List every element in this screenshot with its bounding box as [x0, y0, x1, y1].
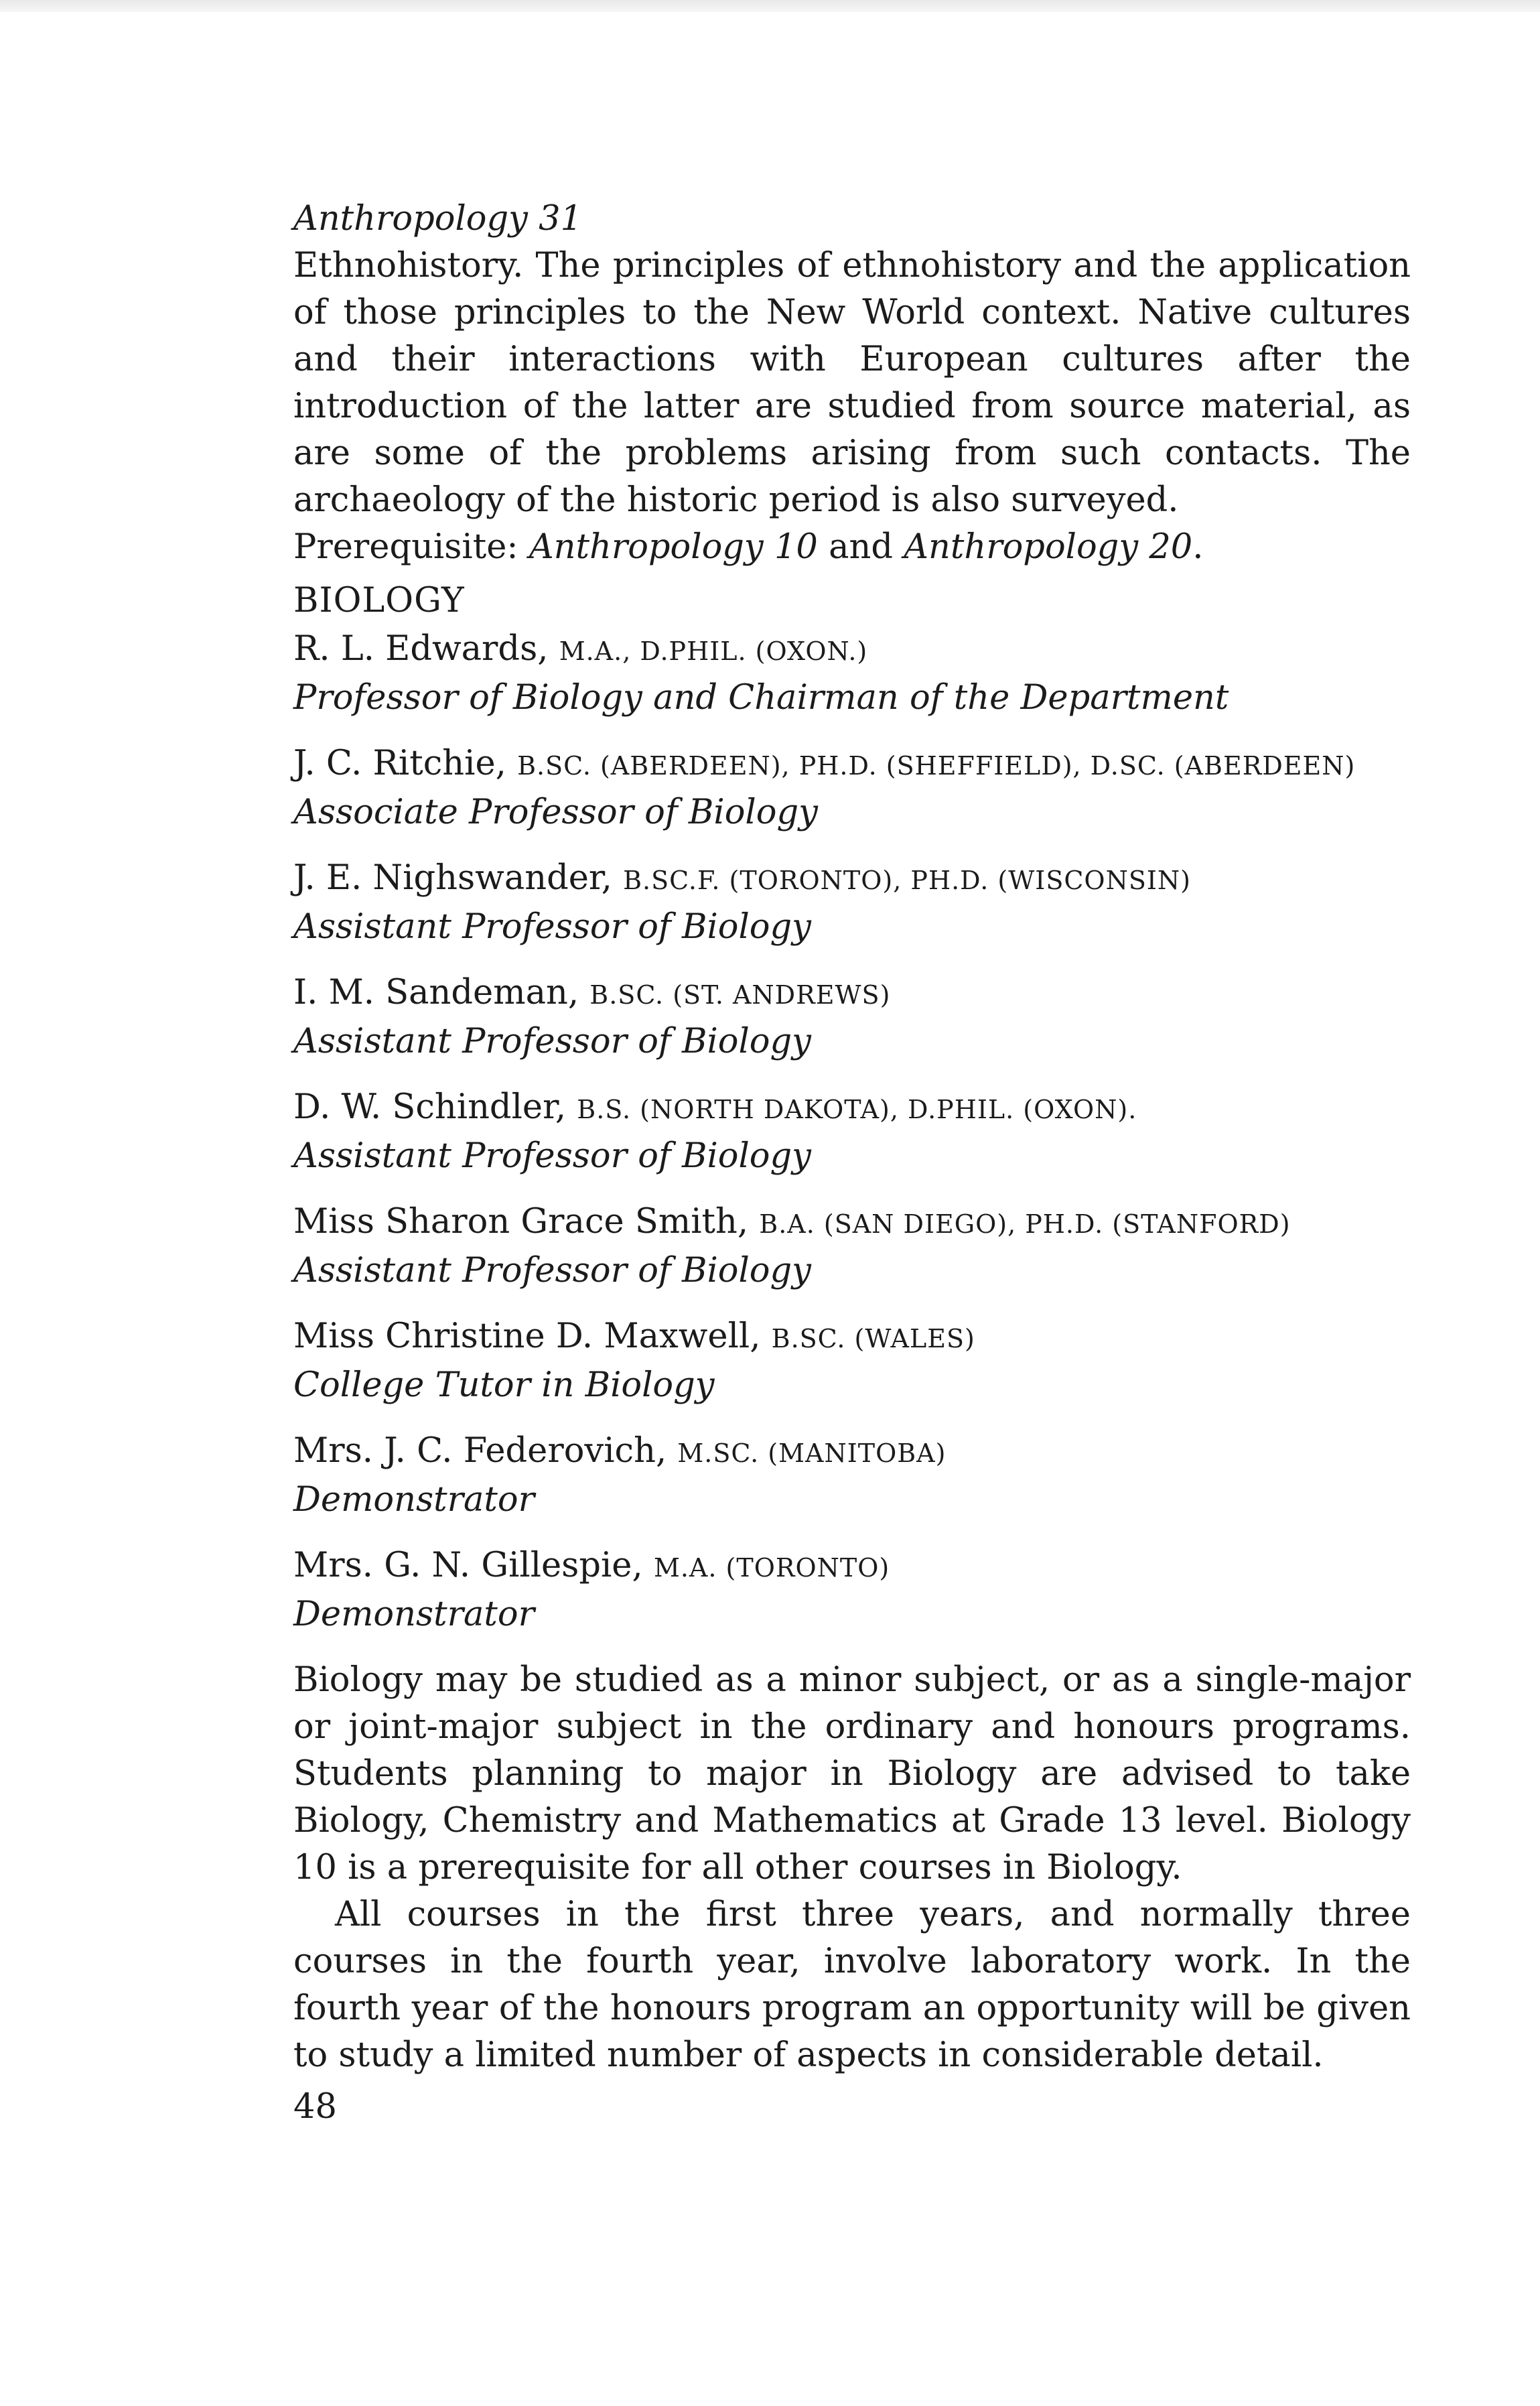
- staff-name: Mrs. J. C. Federovich,: [293, 1431, 667, 1471]
- staff-name-line: [293, 973, 890, 1012]
- staff-entry: [293, 1428, 1411, 1524]
- staff-title: Assistant Professor of Biology: [293, 1022, 811, 1061]
- staff-name-line: [293, 1317, 975, 1356]
- prereq-and: and: [829, 527, 893, 567]
- staff-name-line: [293, 744, 1355, 783]
- page-number: 48: [293, 2087, 337, 2127]
- staff-degrees: B.SC. (WALES): [771, 1324, 975, 1353]
- staff-entry: [293, 855, 1411, 951]
- staff-title: Assistant Professor of Biology: [293, 1136, 811, 1176]
- staff-entry: [293, 1542, 1411, 1638]
- prereq-course-2: Anthropology 20: [904, 527, 1193, 567]
- staff-entry: [293, 1313, 1411, 1409]
- staff-name: I. M. Sandeman,: [293, 973, 579, 1012]
- staff-name-line: [293, 629, 867, 669]
- staff-title: Associate Professor of Biology: [293, 793, 818, 832]
- staff-name-line: [293, 858, 1191, 898]
- staff-degrees: B.S. (NORTH DAKOTA), D.PHIL. (OXON).: [577, 1095, 1137, 1124]
- staff-title: Assistant Professor of Biology: [293, 907, 811, 947]
- staff-degrees: B.SC. (ABERDEEN), PH.D. (SHEFFIELD), D.SC. (ABERDEEN): [517, 751, 1356, 781]
- course-prerequisite: [293, 524, 1411, 571]
- prereq-course-1: Anthropology 10: [529, 527, 818, 567]
- staff-list: [293, 626, 1411, 1638]
- staff-name: R. L. Edwards,: [293, 629, 549, 669]
- staff-entry: [293, 740, 1411, 836]
- staff-degrees: M.A., D.PHIL. (OXON.): [559, 637, 868, 666]
- staff-name-line: [293, 1431, 946, 1471]
- staff-degrees: B.SC.F. (TORONTO), PH.D. (WISCONSIN): [623, 866, 1191, 895]
- staff-entry: [293, 1199, 1411, 1294]
- biology-paragraph-1: Biology may be studied as a minor subject, or as a single-major or joint-major subject in the ordinary and honours programs. Students planning to major in Biology are advised to take Biology, Chemistry and Mathematics at Grade 13 level. Biology 10 is a prerequisite for all other courses in Biology.: [293, 1660, 1411, 1887]
- staff-name: Miss Sharon Grace Smith,: [293, 1202, 749, 1242]
- staff-title: Demonstrator: [293, 1480, 535, 1520]
- staff-degrees: M.SC. (MANITOBA): [677, 1439, 947, 1468]
- course-title: Anthropology 31: [293, 199, 583, 239]
- prereq-label: Prerequisite:: [293, 527, 518, 567]
- staff-title: Professor of Biology and Chairman of the Department: [293, 678, 1229, 718]
- section-heading: BIOLOGY: [293, 581, 465, 620]
- prereq-end: .: [1192, 527, 1204, 567]
- staff-title: Demonstrator: [293, 1595, 535, 1634]
- staff-degrees: B.A. (SAN DIEGO), PH.D. (STANFORD): [759, 1209, 1291, 1239]
- staff-name: D. W. Schindler,: [293, 1087, 567, 1127]
- staff-name: J. E. Nighswander,: [293, 858, 612, 898]
- scan-top-edge: [0, 0, 1540, 12]
- staff-name: Mrs. G. N. Gillespie,: [293, 1546, 643, 1585]
- course-description: Ethnohistory. The principles of ethnohistory and the application of those principles to the New World context. Native cultures and their interactions with European cultures after the introduction of the latter are studied from source material, as are some of the problems arising from such contacts. The archaeology of the historic period is also surveyed.: [293, 246, 1411, 520]
- staff-degrees: B.SC. (ST. ANDREWS): [589, 980, 891, 1010]
- staff-degrees: M.A. (TORONTO): [653, 1553, 890, 1583]
- staff-entry: [293, 1084, 1411, 1180]
- staff-name-line: [293, 1202, 1291, 1242]
- staff-title: College Tutor in Biology: [293, 1365, 715, 1405]
- staff-name-line: [293, 1546, 890, 1585]
- staff-entry: [293, 626, 1411, 722]
- staff-name: J. C. Ritchie,: [293, 744, 506, 783]
- staff-name-line: [293, 1087, 1137, 1127]
- biology-paragraph-2: All courses in the first three years, and normally three courses in the fourth year, involve laboratory work. In the fourth year of the honours program an opportunity will be given to study a limited number of aspects in considerable detail.: [293, 1895, 1411, 2075]
- staff-title: Assistant Professor of Biology: [293, 1251, 811, 1290]
- staff-name: Miss Christine D. Maxwell,: [293, 1317, 761, 1356]
- page-content: [293, 196, 1411, 2079]
- staff-entry: [293, 970, 1411, 1065]
